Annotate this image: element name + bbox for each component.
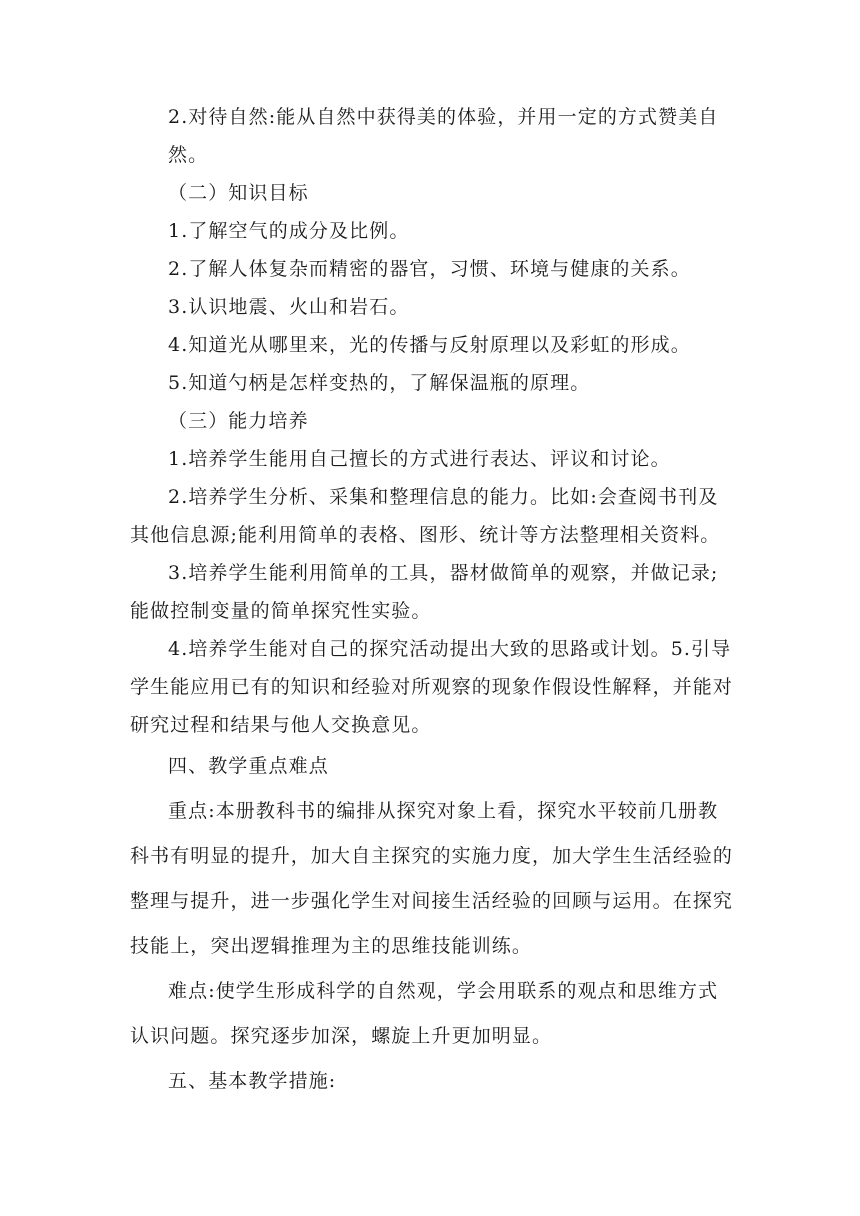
text-line: 认识问题。探究逐步加深，螺旋上升更加明显。 <box>130 1025 553 1047</box>
text-line: 2.了解人体复杂而精密的器官，习惯、环境与健康的关系。 <box>168 258 691 280</box>
text-line: 研究过程和结果与他人交换意见。 <box>130 714 432 736</box>
text-line: 其他信息源;能利用简单的表格、图形、统计等方法整理相关资料。 <box>130 524 721 546</box>
text-line: 学生能应用已有的知识和经验对所观察的现象作假设性解释，并能对 <box>130 676 734 698</box>
text-line: 能做控制变量的简单探究性实验。 <box>130 600 432 622</box>
text-line: 4.培养学生能对自己的探究活动提出大致的思路或计划。5.引导 <box>168 638 732 660</box>
document-body <box>130 98 740 1104</box>
section-heading: 五、基本教学措施: <box>168 1070 337 1092</box>
text-line: 2.培养学生分析、采集和整理信息的能力。比如:会查阅书刊及 <box>168 486 719 508</box>
text-line: 1.培养学生能用自己擅长的方式进行表达、评议和讨论。 <box>168 448 671 470</box>
section-heading: 四、教学重点难点 <box>168 755 329 777</box>
text-line: 4.知道光从哪里来，光的传播与反射原理以及彩虹的形成。 <box>168 334 691 356</box>
text-line: 重点:本册教科书的编排从探究对象上看，探究水平较前几册教 <box>168 800 719 822</box>
text-line: 科书有明显的提升，加大自主探究的实施力度，加大学生生活经验的 <box>130 845 734 867</box>
text-line: 3.认识地震、火山和岩石。 <box>168 296 410 318</box>
text-line: 5.知道勺柄是怎样变热的，了解保温瓶的原理。 <box>168 372 591 394</box>
text-line: 3.培养学生能利用简单的工具，器材做简单的观察，并做记录; <box>168 562 719 584</box>
text-line: 难点:使学生形成科学的自然观，学会用联系的观点和思维方式 <box>168 980 719 1002</box>
section-heading: （三）能力培养 <box>168 410 309 432</box>
text-line: 然。 <box>168 144 209 166</box>
text-line: 整理与提升，进一步强化学生对间接生活经验的回顾与运用。在探究 <box>130 890 734 912</box>
section-heading: （二）知识目标 <box>168 182 309 204</box>
text-line: 2.对待自然:能从自然中获得美的体验，并用一定的方式赞美自 <box>168 106 719 128</box>
text-line: 1.了解空气的成分及比例。 <box>168 220 410 242</box>
text-line: 技能上，突出逻辑推理为主的思维技能训练。 <box>130 935 533 957</box>
